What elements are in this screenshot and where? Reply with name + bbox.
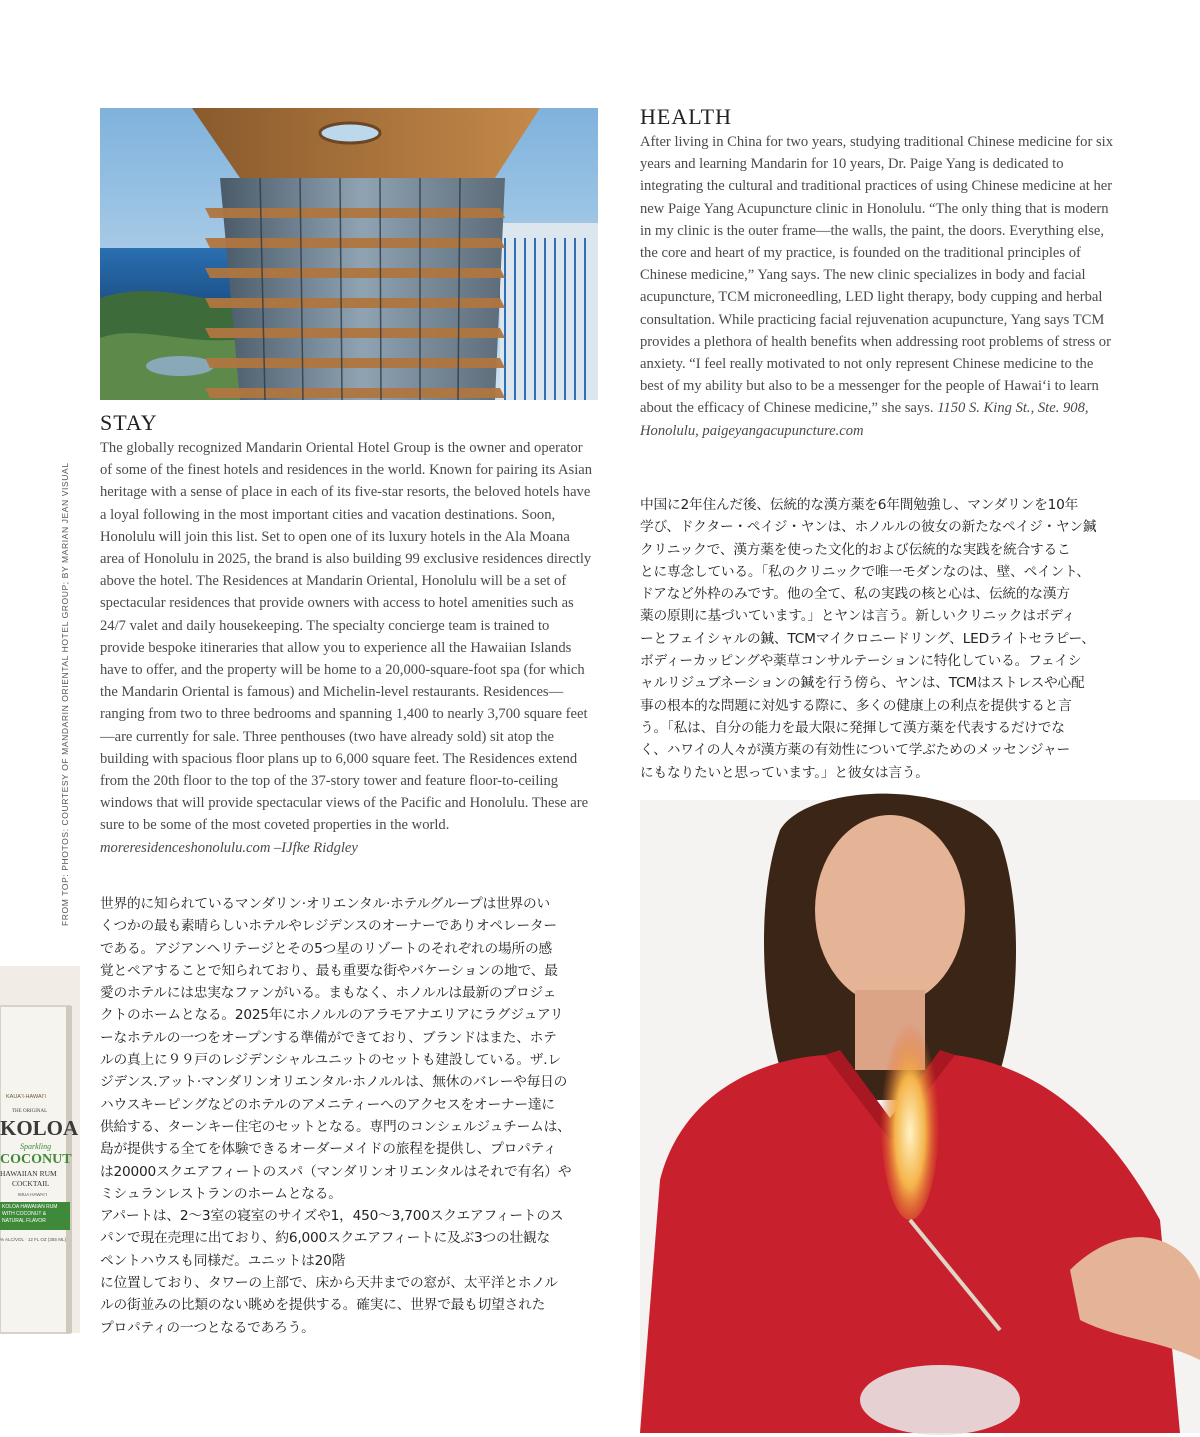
stay-ja-line: 世界的に知られているマンダリン·オリエンタル·ホテルグループは世界のい [100,896,550,912]
can-region-text: KAUA‘I·HAWAI‘I [6,1094,46,1100]
koloa-can-photo [0,966,80,1333]
stay-ja-line: に位置しており、タワーの上部で、床から天井までの窓が、太平洋とホノル [100,1275,558,1292]
stay-ja-line: ハウスキーピングなどのホテルのアメニティーへのアクセスをオーナー達に [100,1096,555,1113]
health-ja-line: ボディーカッピングや薬草コンサルテーションに特化している。フェイシ [640,653,1082,670]
can-sub2-text: COCKTAIL [12,1179,50,1188]
stay-ja-line: ペントハウスも同様だ。ユニットは20階 [100,1252,346,1269]
health-ja-line: く、ハワイの人々が漢方薬の有効性について学ぶためのメッセンジャー [640,742,1071,759]
stay-ja-line: ルの街並みの比類のない眺めを提供する。確実に、世界で最も切望された [100,1297,546,1314]
stay-ja-line: アパートは、2〜3室の寝室のサイズや1，450〜3,700スクエアフィートのス [100,1208,564,1225]
can-brand-text: KOLOA [0,1116,79,1140]
health-english-body [640,131,1118,442]
stay-ja-line: パンで現在売理に出ており、約6,000スクエアフィートに及ぶ3つの壮観な [100,1230,550,1247]
stay-ja-line: ミシュランレストランのホームとなる。 [100,1185,342,1202]
health-ja-line: 中国に2年住んだ後、伝統的な漢方薬を6年間勉強し、マンダリンを10年 [640,497,1079,513]
can-sub1-text: HAWAIIAN RUM [0,1169,57,1178]
can-motto-text: IMUA HAWAI‘I [18,1192,47,1197]
can-volume-text: % ALC/VOL · 12 FL OZ (355 ML) [0,1237,66,1242]
health-ja-line: とに専念している。「私のクリニックで唯一モダンなのは、壁、ペイント、 [640,563,1090,580]
stay-ja-line: は20000スクエアフィートのスパ（マンダリンオリエンタルはそれで有名）や [100,1163,572,1180]
stay-ja-line: くつかの最も素晴らしいホテルやレジデンスのオーナーでありオペレーター [100,918,557,935]
health-ja-line: う。「私は、自分の能力を最大限に発揮して漢方薬を代表するだけでな [640,719,1065,736]
stay-ja-line: プロパティの一つとなるであろう。 [100,1319,315,1336]
stay-english-body [100,437,597,859]
health-japanese-body [640,494,1120,784]
stay-ja-line: ーなホテルの一つをオープンする準備ができており、ブランドはまた、ホテ [100,1029,557,1046]
stay-ja-line: 覚とペアすることで知られており、最も重要な街やバケーションの地で、最 [100,962,558,979]
stay-website-byline: moreresidenceshonolulu.com –IJfke Ridgley [100,839,358,856]
stay-ja-line: クトのホームとなる。2025年にホノルルのアラモアナエリアにラグジュアリ [100,1007,564,1024]
acupuncturist-photo [640,800,1200,1433]
stay-english-text: The globally recognized Mandarin Oriental Hotel Group is the owner and operator of some of the finest hotels and residences in the world. Known for pairing its Asian heritage with a sense of place in each of its five-star resorts, the beloved hotels have a loyal following in the most important cities and vacation destinations. Soon, Honolulu will join this list. Set to open one of its luxury hotels in the Ala Moana area of Honolulu in 2025, the brand is also building 99 exclusive residences directly above the hotel. The Residences at Mandarin Oriental, Honolulu will be a set of spectacular residences that provide owners with access to hotel amenities such as 24/7 valet and daily housekeeping. The specialty concierge team is trained to provide bespoke itineraries that allow you to experience all the Hawaiian Islands have to offer, and the property will be home to a 20,000-square-foot spa (for which the Mandarin Oriental is famous) and Michelin-level restaurants. Residences—ranging from two to three bedrooms and spanning 1,400 to nearly 3,700 square feet—are currently for sale. Three penthouses (two have already sold) sit atop the building with spacious floor plans up to 6,000 square feet. The Residences extend from the 20th floor to the top of the 37-story tower and feature floor-to-ceiling windows that will provide spectacular views of the Pacific and Honolulu. These are sure to be some of the most coveted properties in the world. [100,440,593,834]
health-ja-line: 薬の原則に基づいています。」とヤンは言う。新しいクリニックはボディ [640,608,1076,625]
health-heading: HEALTH [640,104,732,129]
health-ja-line: ーとフェイシャルの鍼、TCMマイクロニードリング、LEDライトセラピー、 [640,630,1095,647]
stay-ja-line: 島が提供する全てを体験できるオーダーメイドの旅程を提供し、プロパティ [100,1141,557,1158]
can-script-text: Sparkling [20,1142,52,1151]
health-ja-line: クリニックで、漢方薬を使った文化的および伝統的な実践を統合するこ [640,541,1071,558]
stay-ja-line: である。アジアンヘリテージとその5つ星のリゾートのそれぞれの場所の感 [100,940,552,957]
photo-credit: FROM TOP: PHOTOS: COURTESY OF MANDARIN ORIENTAL HOTEL GROUP; BY MARIAN JEAN VISUAL [60,462,70,926]
stay-japanese-body [100,893,600,1339]
stay-ja-line: 供給する、ターンキー住宅のセットとなる。専門のコンシェルジュチームは、 [100,1118,571,1135]
health-ja-line: ャルリジュブネーションの鍼を行う傍ら、ヤンは、TCMはストレスや心配 [640,675,1085,692]
residences-tower-photo [100,108,598,400]
health-english-text: After living in China for two years, studying traditional Chinese medicine for six years and learning Mandarin for 10 years, Dr. Paige Yang is dedicated to integrating the cultural and traditional practices of using Chinese medicine at her new Paige Yang Acupuncture clinic in Honolulu. “The only thing that is modern in my clinic is the outer frame—the walls, the paint, the doors. Everything else, the core and heart of my practice, is founded on the traditional principles of Chinese medicine,” Yang says. The new clinic specializes in body and facial acupuncture, TCM microneedling, LED light therapy, body cupping and herbal consultation. While practicing facial rejuvenation acupuncture, Yang says TCM provides a plethora of health benefits when addressing root problems of stress or anxiety. “I feel really motivated to not only represent Chinese medicine to the best of my ability but also to be a messenger for the people of Hawai‘i to learn about the efficacy of Chinese medicine,” she says. [640,134,1113,417]
stay-heading: STAY [100,410,158,435]
stay-ja-line: ルの真上に９９戸のレジデンシャルユニットのセットも建設している。ザ.レ [100,1052,561,1069]
health-ja-line: ドアなど外枠のみです。他の全て、私の実践の核と心は、伝統的な漢方 [640,586,1070,603]
can-band-text: KOLOA HAWAIIAN RUM WITH COCONUT & NATURAL FLAVOR [2,1204,58,1224]
can-flavor-text: COCONUT [0,1152,72,1167]
stay-ja-line: ジデンス.アット·マンダリンオリエンタル·ホノルルは、無休のバレーや毎日の [100,1074,568,1091]
stay-ja-line: 愛のホテルには忠実なファンがいる。まもなく、ホノルルは最新のプロジェ [100,985,557,1002]
health-address-website: 1150 S. King St., Ste. 908, Honolulu, paigeyangacupuncture.com [640,400,1089,439]
health-ja-line: にもなりたいと思っています。」と彼女は言う。 [640,764,929,781]
can-small-text: THE ORIGINAL [12,1109,48,1114]
health-ja-line: 事の根本的な問題に対処する際に、多くの健康上の利点を提供すると言 [640,697,1072,714]
health-ja-line: 学び、ドクター・ペイジ・ヤンは、ホノルルの彼女の新たなペイジ・ヤン鍼 [640,519,1097,536]
